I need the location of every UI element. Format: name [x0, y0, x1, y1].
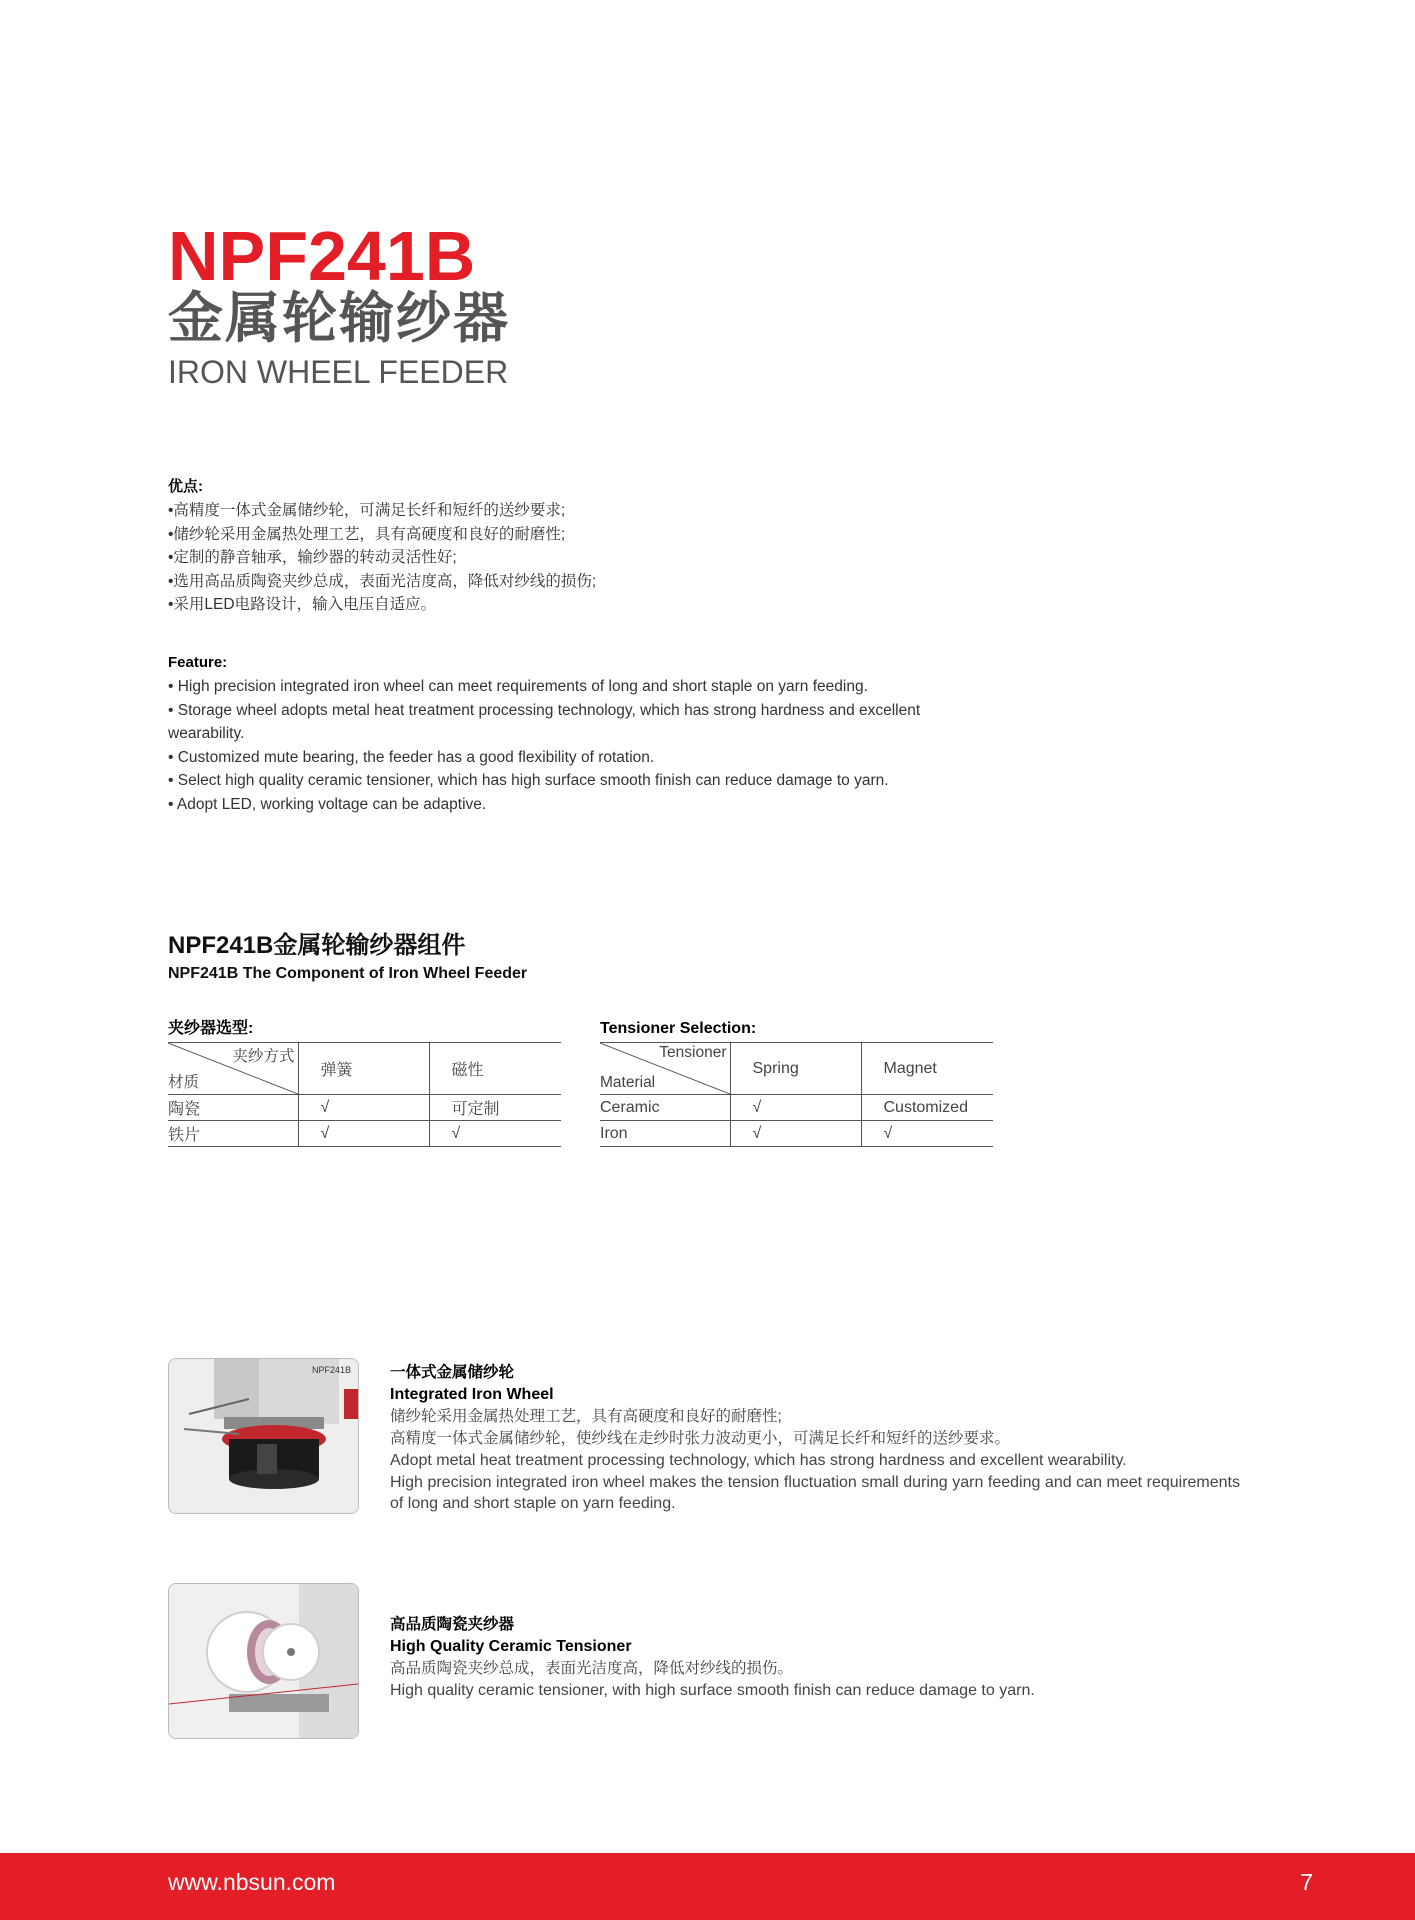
ceramic-tensioner-illustration: [169, 1584, 358, 1738]
table-row: [600, 1095, 993, 1121]
ceramic-tensioner-photo: [168, 1583, 359, 1739]
list-item: • Customized mute bearing, the feeder has a good flexibility of rotation.: [168, 748, 655, 766]
column-header: Spring: [730, 1043, 861, 1095]
corner-label-top: Tensioner: [659, 1044, 727, 1061]
table-header-row: [600, 1043, 993, 1095]
item-desc-cn: 高精度一体式金属储纱轮，使纱线在走纱时张力波动更小，可满足长纤和短纤的送纱要求。: [390, 1430, 1011, 1447]
column-header: 弹簧: [298, 1043, 429, 1095]
tensioner-table-en: [600, 1042, 993, 1147]
item-desc-cn: 储纱轮采用金属热处理工艺，具有高硬度和良好的耐磨性;: [390, 1408, 782, 1425]
table-cell: Ceramic: [600, 1095, 730, 1121]
table-row: [168, 1095, 561, 1121]
table-cell: √: [730, 1095, 861, 1121]
tensioner-table-title-en: Tensioner Selection:: [600, 1020, 757, 1037]
advantages-heading: 优点:: [168, 478, 203, 495]
features-list: [168, 675, 958, 816]
list-item: •选用高品质陶瓷夹纱总成，表面光洁度高，降低对纱线的损伤;: [168, 572, 597, 590]
tensioner-table-title-cn: 夹纱器选型:: [168, 1020, 254, 1037]
item-desc-en: Adopt metal heat treatment processing technology, which has strong hardness and excellent wearability.: [390, 1452, 1127, 1469]
list-item: • High precision integrated iron wheel can meet requirements of long and short staple on yarn feeding.: [168, 678, 868, 695]
component-title-en: NPF241B The Component of Iron Wheel Feeder: [168, 965, 528, 982]
feature-item-ceramic-tensioner: [390, 1614, 1240, 1702]
list-item: •采用LED电路设计，输入电压自适应。: [168, 596, 437, 613]
product-title-cn: 金属轮输纱器: [168, 287, 511, 349]
column-header: Magnet: [861, 1043, 993, 1095]
advantages-section: [168, 475, 1168, 617]
item-title-cn: 高品质陶瓷夹纱器: [390, 1616, 515, 1633]
column-header: 磁性: [429, 1043, 561, 1095]
list-item: •储纱轮采用金属热处理工艺，具有高硬度和良好的耐磨性;: [168, 525, 566, 543]
table-corner-cell: [168, 1043, 298, 1095]
table-cell: Customized: [861, 1095, 993, 1121]
table-cell: 铁片: [168, 1121, 298, 1147]
tensioner-table-cn: [168, 1042, 561, 1147]
table-row: [600, 1121, 993, 1147]
corner-label-top: 夹纱方式: [232, 1048, 295, 1065]
iron-wheel-photo: [168, 1358, 359, 1514]
item-desc-en: High quality ceramic tensioner, with high surface smooth finish can reduce damage to yarn.: [390, 1682, 1035, 1699]
list-item: • Select high quality ceramic tensioner, which has high surface smooth finish can reduce damage to yarn.: [168, 772, 889, 789]
item-title-cn: 一体式金属储纱轮: [390, 1364, 515, 1381]
features-section: [168, 651, 958, 816]
table-cell: √: [861, 1121, 993, 1147]
iron-wheel-illustration: [169, 1359, 358, 1513]
corner-label-bottom: 材质: [168, 1074, 200, 1091]
photo-label: NPF241B: [312, 1365, 352, 1375]
table-cell: √: [298, 1095, 429, 1121]
feature-item-iron-wheel: [390, 1362, 1240, 1515]
list-item: • Adopt LED, working voltage can be adaptive.: [168, 795, 487, 813]
corner-label-bottom: Material: [600, 1074, 656, 1091]
item-desc-en: High precision integrated iron wheel makes the tension fluctuation small during yarn feeding and can meet requirements of long and short staple on yarn feeding.: [390, 1473, 1240, 1512]
product-title-en: IRON WHEEL FEEDER: [168, 354, 509, 390]
table-cell: √: [730, 1121, 861, 1147]
table-corner-cell: [600, 1043, 730, 1095]
item-desc-cn: 高品质陶瓷夹纱总成，表面光洁度高，降低对纱线的损伤。: [390, 1660, 794, 1677]
page-number: 7: [1300, 1869, 1313, 1895]
table-cell: 可定制: [429, 1095, 561, 1121]
table-cell: √: [298, 1121, 429, 1147]
table-header-row: [168, 1043, 561, 1095]
component-title-cn: NPF241B金属轮输纱器组件: [168, 932, 466, 959]
advantages-list: [168, 499, 1168, 617]
features-heading: Feature:: [168, 654, 228, 671]
model-number: NPF241B: [168, 217, 476, 295]
list-item: •高精度一体式金属储纱轮，可满足长纤和短纤的送纱要求;: [168, 502, 566, 519]
item-title-en: High Quality Ceramic Tensioner: [390, 1638, 632, 1655]
table-cell: Iron: [600, 1121, 730, 1147]
list-item: • Storage wheel adopts metal heat treatment processing technology, which has strong hardness and excellent wearability.: [168, 701, 921, 742]
table-cell: 陶瓷: [168, 1095, 298, 1121]
item-title-en: Integrated Iron Wheel: [390, 1386, 554, 1403]
website-link[interactable]: www.nbsun.com: [168, 1869, 336, 1895]
list-item: •定制的静音轴承，输纱器的转动灵活性好;: [168, 549, 457, 566]
table-row: [168, 1121, 561, 1147]
table-cell: √: [429, 1121, 561, 1147]
